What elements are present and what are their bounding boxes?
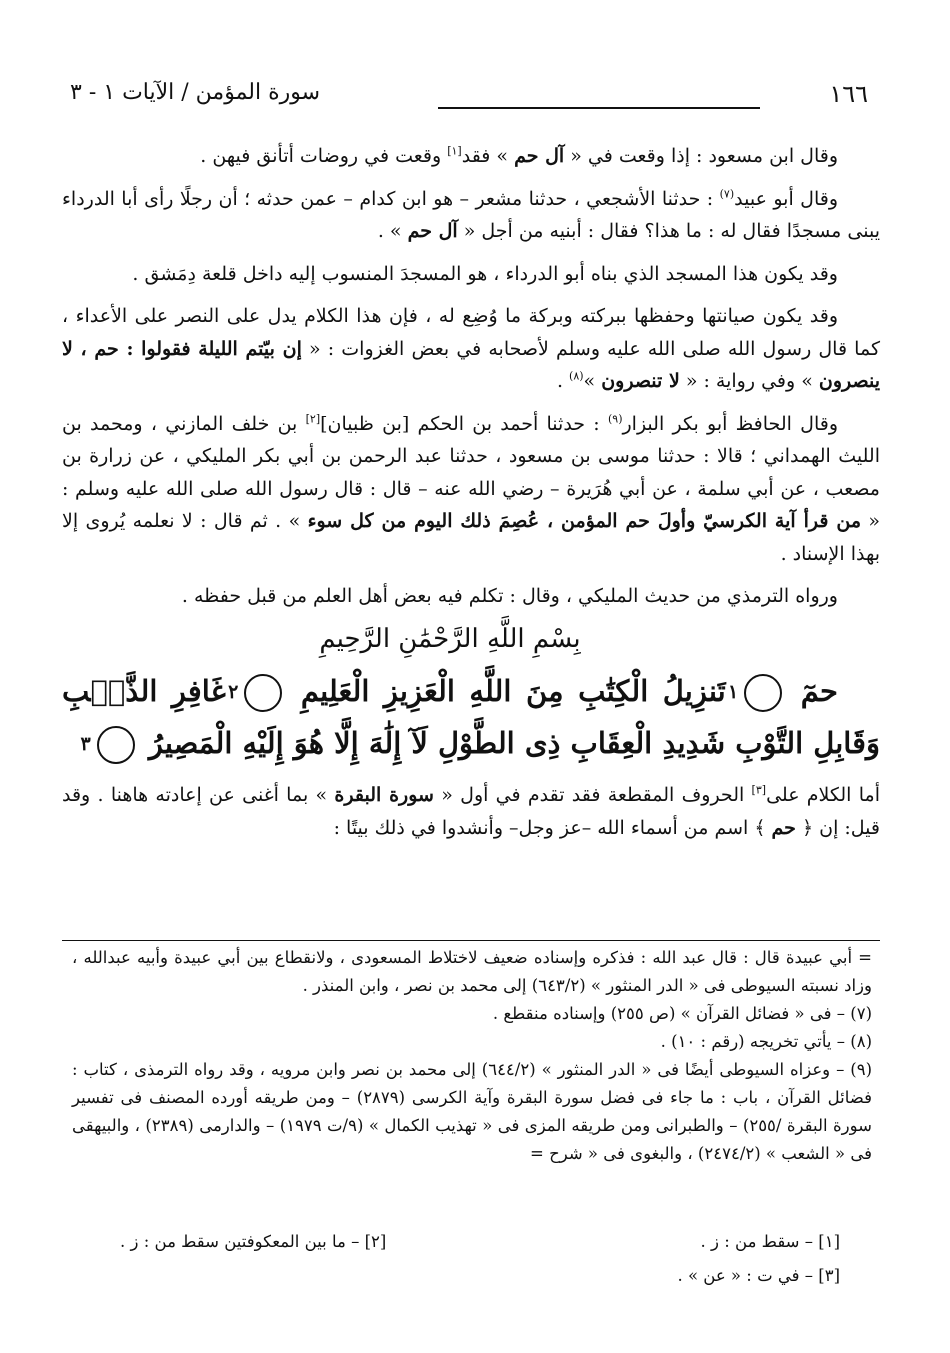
- text: ﴾ اسم من أسماء الله –عز وجل– وأنشدوا في ذلك بيتًا :: [333, 816, 772, 839]
- bold-text: حم: [771, 816, 796, 839]
- text: »: [583, 370, 602, 392]
- ayah-number-marker: ٢: [244, 674, 282, 712]
- paragraph-2: [62, 183, 880, 248]
- variant-note-3: [٣] – في ت : « عن » .: [677, 1266, 840, 1285]
- text: وقال الحافظ أبو بكر البزار: [622, 412, 838, 435]
- note-ref: (٧): [719, 187, 735, 201]
- bold-text: من قرأ آية الكرسيّ وأولَ حم المؤمن ، عُصِمَ ذلك اليوم من كل سوء: [307, 510, 862, 532]
- text: وقد يكون صيانتها وحفظها ببركته وبركة ما وُضِع له ، فإن هذا الكلام يدل على النصر على الأعداء ، كما قال رسول الله صلى الله عليه وسلم لأصحابه في بعض الغزوات : «: [62, 305, 880, 360]
- note-ref: [٣]: [751, 783, 767, 797]
- text: بن خلف المازني ، ومحمد بن الليث الهمداني ؛ قالا : حدثنا موسى بن مسعود ، حدثنا عبد الرحمن بن أبي بكر المليكي ، عن زرارة بن مصعب ، عن أبي سلمة ، عن أبي هُرَيرة – رضي الله عنه – قال : قال رسول الله صلى الله عليه وسلم : «: [62, 412, 880, 532]
- note-ref: (٨): [569, 369, 584, 383]
- text: وقال ابن مسعود : إذا وقعت في «: [564, 145, 838, 167]
- paragraph-3: وقد يكون هذا المسجد الذي بناه أبو الدرداء ، هو المسجدَ المنسوب إليه داخل قلعة دِمَشق .: [132, 262, 838, 285]
- header-rule: [438, 107, 760, 109]
- footnote-continuation: = أبي عبيدة قال : قال عبد الله : فذكره وإسناده ضعيف لاختلاط المسعودى ، ولانقطاع بين أبي عبيدة وأبيه عبدالله ، وزاد نسبته السيوطى فى « الدر المنثور » (٦٤٣/٢) إلى محمد بن نصر ، وابن المنذر .: [72, 948, 872, 995]
- ayah-number-marker: ١: [744, 674, 782, 712]
- text: » وفي رواية : «: [679, 370, 819, 392]
- variant-note-1: [١] – سقط من : ز .: [700, 1232, 840, 1251]
- basmala: بِسْمِ اللَّهِ الرَّحْمَٰنِ الرَّحِيمِ: [319, 623, 581, 654]
- footnote-8: (٨) – يأتي تخريجه (رقم : ١٠) .: [660, 1032, 872, 1051]
- main-text: [62, 140, 880, 854]
- quran-verse: [62, 665, 880, 769]
- text: » . ثم قال : لا نعلمه يُروى إلا بهذا الإسناد .: [62, 510, 880, 565]
- paragraph-7: [62, 779, 880, 844]
- text: » فقد: [461, 145, 515, 167]
- text: وقعت في روضات أتأنق فيهن .: [200, 145, 448, 167]
- paragraph-5: [62, 408, 880, 571]
- note-ref: [١]: [447, 144, 462, 158]
- verse-text: غَافِرِ الذَّنۢبِ وَقَابِلِ التَّوْبِ شَدِيدِ الْعِقَابِ ذِى الطَّوْلِ لَآ إِلَٰهَ إِلَّا هُوَ إِلَيْهِ الْمَصِيرُ: [62, 674, 880, 760]
- note-ref: [٢]: [305, 412, 321, 426]
- footnote-7: (٧) – فى « فضائل القرآن » (ص ٢٥٥) وإسناده منقطع .: [492, 1004, 872, 1023]
- text: » .: [377, 220, 408, 242]
- footnote-divider: [62, 940, 880, 941]
- bold-text: لا تنصرون: [601, 370, 680, 392]
- bold-text: آل حم: [514, 145, 565, 167]
- text: .: [556, 370, 570, 392]
- paragraph-1: [62, 140, 880, 173]
- footnotes: [72, 944, 872, 1168]
- surah-title: سورة المؤمن / الآيات ١ - ٣: [70, 80, 321, 105]
- page-number: ١٦٦: [829, 80, 868, 108]
- text: » بما أغنى عن إعادته هاهنا . وقد قيل: إن ﴿: [62, 784, 880, 839]
- paragraph-6: ورواه الترمذي من حديث المليكي ، وقال : تكلم فيه بعض أهل العلم من قبل حفظه .: [181, 585, 838, 607]
- verse-text: حمٓ: [800, 674, 838, 708]
- variant-note-2: [٢] – ما بين المعكوفتين سقط من : ز .: [120, 1232, 387, 1251]
- note-ref: (٩): [607, 412, 623, 426]
- text: وقال أبو عبيد: [734, 187, 838, 210]
- page-header: [70, 80, 868, 116]
- bold-text: آل حم: [407, 220, 458, 242]
- paragraph-4: [62, 300, 880, 398]
- footnote-9: (٩) – وعزاه السيوطى أيضًا فى « الدر المنثور » (٦٤٤/٢) إلى محمد بن نصر وابن مرويه ، وقد رواه الترمذى ، كتاب : فضائل القرآن ، باب : ما جاء فى فضل سورة البقرة وآية الكرسى (٢٨٧٩) – ومن طريقه أورده المصنف فى تفسير سورة البقرة /٢٥٥) – والطبرانى ومن طريقه المزى فى « تهذيب الكمال » (٩/ت ١٩٧٩) – والدارمى (٢٣٨٩) ، والبيهقى فى « الشعب » (٢٤٧٤/٢) ، والبغوى فى « شرح =: [72, 1060, 873, 1163]
- variant-notes: [120, 1225, 840, 1293]
- bold-text: سورة البقرة: [334, 784, 434, 806]
- ayah-number-marker: ٣: [97, 726, 135, 764]
- variant-notes-row: [120, 1225, 840, 1259]
- text: : حدثنا أحمد بن الحكم [بن ظبيان]: [320, 412, 608, 435]
- text: الحروف المقطعة فقد تقدم في أول «: [433, 784, 752, 806]
- text: أما الكلام على: [766, 784, 880, 806]
- bold-text: إن بيّتم الليلة فقولوا : حم ، لا ينصرون: [62, 337, 880, 392]
- verse-text: تَنزِيلُ الْكِتَٰبِ مِنَ اللَّهِ الْعَزِيزِ الْعَلِيمِ: [300, 674, 726, 708]
- text: : حدثنا الأشجعي ، حدثنا مشعر – هو ابن كدام – عمن حدثه ؛ أن رجلًا رأى أبا الدرداء يبنى مسجدًا فقال له : ما هذا؟ فقال : أبنيه من أجل «: [62, 187, 880, 242]
- variant-notes-row: [120, 1259, 840, 1293]
